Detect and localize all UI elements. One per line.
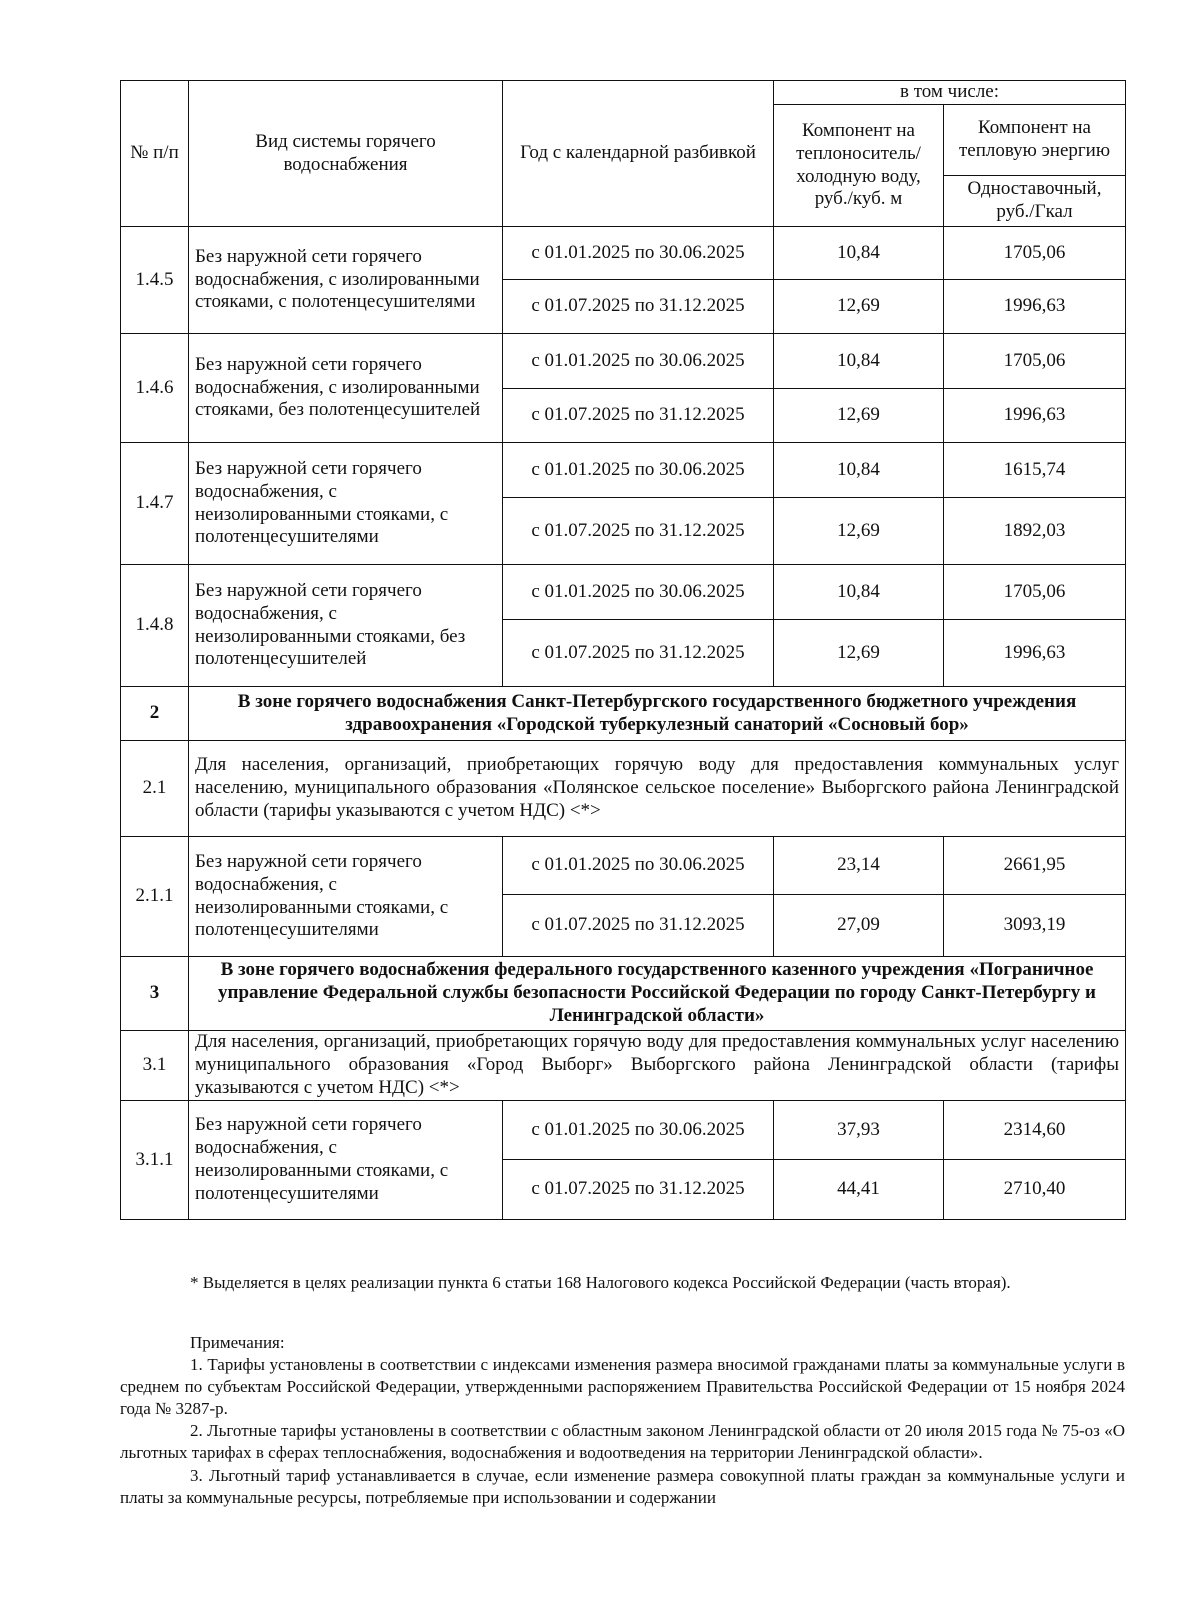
row-coolant-value: 27,09: [774, 895, 944, 957]
row-coolant-value: 23,14: [774, 837, 944, 895]
col-header-period: Год с календарной разбивкой: [503, 81, 774, 227]
col-header-number: № п/п: [121, 81, 189, 227]
row-period: с 01.01.2025 по 30.06.2025: [503, 1101, 774, 1160]
row-coolant-value: 10,84: [774, 443, 944, 498]
row-number: 3.1.1: [121, 1101, 189, 1220]
footnote: [120, 1272, 1125, 1294]
section-row: [121, 957, 1126, 1031]
row-coolant-value: 10,84: [774, 565, 944, 620]
row-coolant-value: 12,69: [774, 498, 944, 565]
subsection-row: [121, 741, 1126, 837]
table-row: [121, 334, 1126, 389]
col-header-including: в том числе:: [774, 81, 1126, 105]
notes-section: [120, 1332, 1125, 1509]
subsection-text: Для населения, организаций, приобретающих горячую воду для предоставления коммунальных услуг населению муниципального образования «Город Выборг» Выборгского района Ленинградской области (тарифы указываются с учетом НДС) <*>: [189, 1031, 1126, 1101]
row-heat-value: 1892,03: [944, 498, 1126, 565]
row-number: 2.1.1: [121, 837, 189, 957]
col-header-heat: Компонент на тепловую энергию: [944, 105, 1126, 176]
row-heat-value: 1996,63: [944, 389, 1126, 443]
row-system-type: Без наружной сети горячего водоснабжения, с неизолированными стояками, с полотенцесушителями: [189, 1101, 503, 1220]
section-title: В зоне горячего водоснабжения Санкт-Петербургского государственного бюджетного учреждения здравоохранения «Городской туберкулезный санаторий «Сосновый бор»: [189, 687, 1126, 741]
row-heat-value: 1996,63: [944, 280, 1126, 334]
section-row: [121, 687, 1126, 741]
row-number: 1.4.7: [121, 443, 189, 565]
row-period: с 01.01.2025 по 30.06.2025: [503, 565, 774, 620]
subsection-row: [121, 1031, 1126, 1101]
row-number: 1.4.6: [121, 334, 189, 443]
row-coolant-value: 44,41: [774, 1160, 944, 1220]
col-header-coolant: Компонент на теплоноситель/ холодную воду, руб./куб. м: [774, 105, 944, 227]
tariff-table: [120, 80, 1126, 1220]
row-coolant-value: 37,93: [774, 1101, 944, 1160]
table-row: [121, 443, 1126, 498]
notes-heading: Примечания:: [190, 1333, 285, 1352]
row-period: с 01.01.2025 по 30.06.2025: [503, 334, 774, 389]
row-period: с 01.07.2025 по 31.12.2025: [503, 280, 774, 334]
subsection-number: 2.1: [121, 741, 189, 837]
subsection-number: 3.1: [121, 1031, 189, 1101]
row-period: с 01.01.2025 по 30.06.2025: [503, 443, 774, 498]
row-heat-value: 1705,06: [944, 227, 1126, 280]
row-heat-value: 2314,60: [944, 1101, 1126, 1160]
row-heat-value: 1705,06: [944, 565, 1126, 620]
note-item: 2. Льготные тарифы установлены в соответствии с областным законом Ленинградской области от 20 июля 2015 года № 75-оз «О льготных тарифах в сферах теплоснабжения, водоснабжения и водоотведения на территории Ленинградской области».: [120, 1421, 1125, 1463]
row-system-type: Без наружной сети горячего водоснабжения, с изолированными стояками, с полотенцесушителями: [189, 227, 503, 334]
row-system-type: Без наружной сети горячего водоснабжения, с изолированными стояками, без полотенцесушителей: [189, 334, 503, 443]
row-system-type: Без наружной сети горячего водоснабжения, с неизолированными стояками, с полотенцесушителями: [189, 837, 503, 957]
col-header-system-type: Вид системы горячего водоснабжения: [189, 81, 503, 227]
row-coolant-value: 12,69: [774, 620, 944, 687]
section-title: В зоне горячего водоснабжения федерального государственного казенного учреждения «Пограничное управление Федеральной службы безопасности Российской Федерации по городу Санкт-Петербургу и Ленинградской области»: [189, 957, 1126, 1031]
row-number: 1.4.8: [121, 565, 189, 687]
row-period: с 01.01.2025 по 30.06.2025: [503, 227, 774, 280]
row-system-type: Без наружной сети горячего водоснабжения, с неизолированными стояками, без полотенцесушителей: [189, 565, 503, 687]
note-item: 3. Льготный тариф устанавливается в случае, если изменение размера совокупной платы граждан за коммунальные услуги и платы за коммунальные ресурсы, потребляемые при использовании и содержании: [120, 1465, 1125, 1507]
row-heat-value: 2661,95: [944, 837, 1126, 895]
footnote-text: * Выделяется в целях реализации пункта 6 статьи 168 Налогового кодекса Российской Федерации (часть вторая).: [190, 1273, 1011, 1292]
subsection-text: Для населения, организаций, приобретающих горячую воду для предоставления коммунальных услуг населению, муниципального образования «Полянское сельское поселение» Выборгского района Ленинградской области (тарифы указываются с учетом НДС) <*>: [189, 741, 1126, 837]
table-row: [121, 837, 1126, 895]
row-coolant-value: 10,84: [774, 227, 944, 280]
section-number: 2: [121, 687, 189, 741]
row-heat-value: 3093,19: [944, 895, 1126, 957]
section-number: 3: [121, 957, 189, 1031]
row-period: с 01.01.2025 по 30.06.2025: [503, 837, 774, 895]
table-row: [121, 227, 1126, 280]
row-period: с 01.07.2025 по 31.12.2025: [503, 895, 774, 957]
table-row: [121, 565, 1126, 620]
col-header-single-rate: Одноставочный, руб./Гкал: [944, 176, 1126, 227]
row-system-type: Без наружной сети горячего водоснабжения, с неизолированными стояками, с полотенцесушителями: [189, 443, 503, 565]
table-row: [121, 1101, 1126, 1160]
note-item: 1. Тарифы установлены в соответствии с индексами изменения размера вносимой гражданами платы за коммунальные услуги в среднем по субъектам Российской Федерации, утвержденными распоряжением Правительства Российской Федерации от 15 ноября 2024 года № 3287-р.: [120, 1355, 1125, 1419]
row-heat-value: 1705,06: [944, 334, 1126, 389]
row-heat-value: 1615,74: [944, 443, 1126, 498]
row-coolant-value: 12,69: [774, 389, 944, 443]
header-row: [121, 81, 1126, 105]
row-period: с 01.07.2025 по 31.12.2025: [503, 389, 774, 443]
row-heat-value: 1996,63: [944, 620, 1126, 687]
row-period: с 01.07.2025 по 31.12.2025: [503, 498, 774, 565]
row-number: 1.4.5: [121, 227, 189, 334]
row-period: с 01.07.2025 по 31.12.2025: [503, 620, 774, 687]
row-heat-value: 2710,40: [944, 1160, 1126, 1220]
row-coolant-value: 10,84: [774, 334, 944, 389]
row-period: с 01.07.2025 по 31.12.2025: [503, 1160, 774, 1220]
row-coolant-value: 12,69: [774, 280, 944, 334]
